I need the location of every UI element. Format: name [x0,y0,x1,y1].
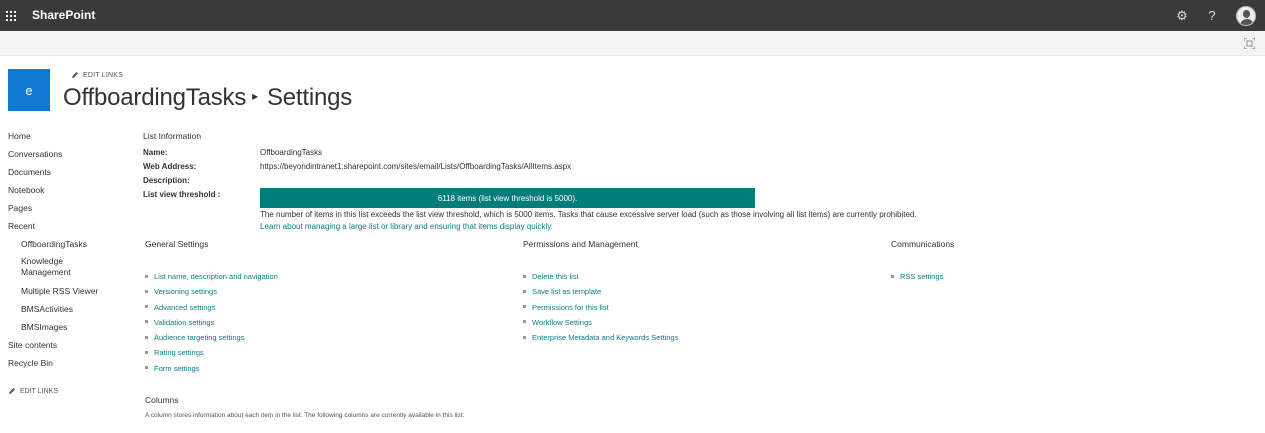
threshold-message: The number of items in this list exceeds the list view threshold, which is 5000 items. Tasks that cause excessive server load (such as those involving all list items) are currently prohibited. [260,210,917,219]
nav-item-documents[interactable]: Documents [8,167,51,177]
description-label: Description: [143,176,190,185]
general-settings-links [145,271,278,378]
columns-heading: Columns [145,395,179,405]
nav-item-pages[interactable]: Pages [8,203,33,213]
nav-item-conversations[interactable]: Conversations [8,149,63,159]
list-view-threshold-label: List view threshold : [143,190,221,199]
link-permissions-for-this-list[interactable]: Permissions for this list [523,302,678,317]
link-enterprise-metadata-keywords[interactable]: Enterprise Metadata and Keywords Settings [523,332,678,347]
bullet-icon [145,275,148,278]
permissions-management-heading: Permissions and Management [523,239,638,249]
waffle-icon [6,11,16,21]
name-value: OffboardingTasks [260,148,323,157]
link-form-settings[interactable]: Form settings [145,363,278,378]
nav-item-notebook[interactable]: Notebook [8,185,45,195]
bullet-icon [523,336,526,339]
link-list-name-description-navigation[interactable]: List name, description and navigation [145,271,278,286]
breadcrumb-current-page: Settings [266,84,353,111]
left-navigation [8,130,108,395]
communications-links [891,271,943,286]
link-rating-settings[interactable]: Rating settings [145,347,278,362]
nav-item-home[interactable]: Home [8,131,31,141]
large-list-help-link[interactable]: Learn about managing a large list or library and ensuring that items display quickly. [260,222,553,231]
user-avatar [1236,6,1256,26]
bullet-icon [145,351,148,354]
bullet-icon [523,275,526,278]
bullet-icon [523,320,526,323]
help-icon[interactable]: ? [1208,8,1216,23]
nav-item-recent[interactable]: Recent [8,221,35,231]
link-advanced-settings[interactable]: Advanced settings [145,302,278,317]
nav-item-site-contents[interactable]: Site contents [8,340,58,350]
breadcrumb-separator-icon: ▸ [252,88,258,103]
general-settings-heading: General Settings [145,239,209,249]
nav-recent-multiple-rss-viewer[interactable]: Multiple RSS Viewer [21,286,99,296]
bullet-icon [145,290,148,293]
bullet-icon [145,336,148,339]
nav-recent-knowledge-management[interactable]: Knowledge Management [21,256,71,277]
page-title [63,84,352,112]
settings-gear-icon[interactable]: ⚙ [1176,7,1188,23]
name-label: Name: [143,148,168,157]
web-address-value: https://beyondintranet1.sharepoint.com/sites/email/Lists/OffboardingTasks/AllItems.aspx [260,162,572,171]
link-validation-settings[interactable]: Validation settings [145,317,278,332]
pencil-icon [8,387,16,395]
bullet-icon [523,290,526,293]
focus-on-content-icon[interactable] [1244,38,1255,49]
account-button[interactable] [1227,0,1265,31]
edit-links-nav-label: EDIT LINKS [20,387,58,395]
threshold-status-bar: 6118 items (list view threshold is 5000). [260,188,755,208]
nav-item-recycle-bin[interactable]: Recycle Bin [8,358,53,368]
edit-links-top[interactable] [71,71,123,79]
web-address-label: Web Address: [143,162,197,171]
permissions-management-links [523,271,678,347]
bullet-icon [891,275,894,278]
site-logo[interactable]: e [8,69,50,111]
nav-recent-bmsimages[interactable]: BMSImages [21,322,68,332]
bullet-icon [145,366,148,369]
link-audience-targeting-settings[interactable]: Audience targeting settings [145,332,278,347]
edit-links-label: EDIT LINKS [83,71,123,79]
link-save-list-as-template[interactable]: Save list as template [523,286,678,301]
pencil-icon [71,71,79,79]
communications-heading: Communications [891,239,955,249]
app-launcher-button[interactable] [0,0,22,31]
list-information-heading: List Information [143,131,202,141]
ribbon-bar [0,31,1265,56]
nav-recent-bmsactivities[interactable]: BMSActivities [21,304,73,314]
nav-recent-offboardingtasks[interactable]: OffboardingTasks [21,239,87,249]
link-delete-this-list[interactable]: Delete this list [523,271,678,286]
bullet-icon [145,320,148,323]
link-rss-settings[interactable]: RSS settings [891,271,943,286]
sharepoint-brand-link[interactable]: SharePoint [32,8,96,22]
link-versioning-settings[interactable]: Versioning settings [145,286,278,301]
bullet-icon [523,305,526,308]
breadcrumb-list-link[interactable]: OffboardingTasks [63,84,247,111]
bullet-icon [145,305,148,308]
link-workflow-settings[interactable]: Workflow Settings [523,317,678,332]
suite-bar-actions [1167,0,1265,31]
suite-bar [0,0,1265,31]
edit-links-nav[interactable] [8,387,108,395]
columns-description: A column stores information about each item in the list. The following columns are currently available in this list: [145,412,465,419]
